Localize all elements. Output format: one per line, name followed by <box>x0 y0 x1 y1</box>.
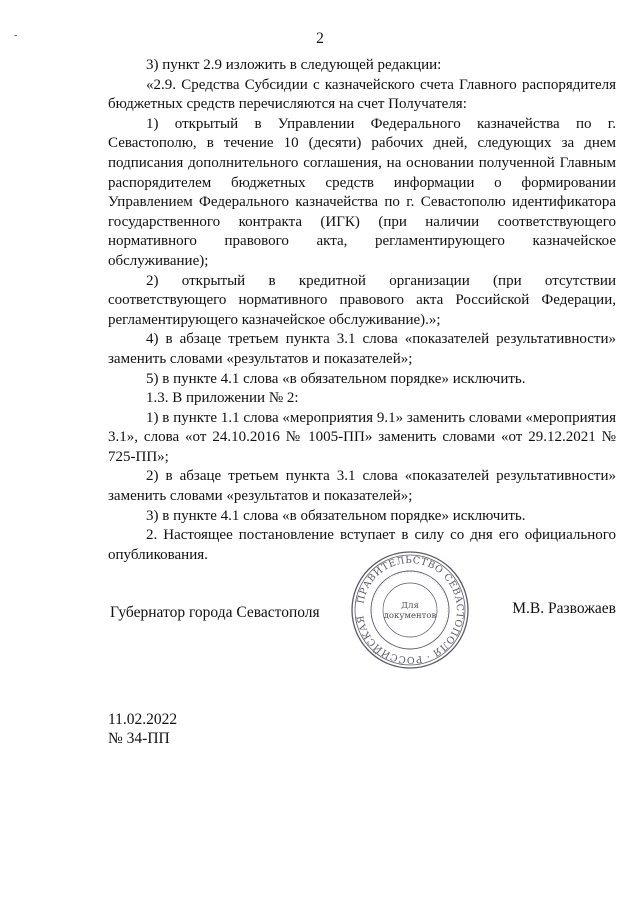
seal-center-line1: Для <box>401 601 419 611</box>
document-date: 11.02.2022 <box>108 711 178 728</box>
scan-mark: - <box>14 30 18 41</box>
paragraph: 2) открытый в кредитной организации (при отсутствии соответствующего нормативного правового акта Российской Федерации, регламентирующего казначейское обслуживание).»; <box>108 272 616 328</box>
paragraph: 4) в абзаце третьем пункта 3.1 слова «показателей результативности» заменить словами «результатов и показателей»; <box>108 331 616 367</box>
paragraph: 3) пункт 2.9 изложить в следующей редакции: <box>146 57 442 73</box>
paragraph: 1) в пункте 1.1 слова «мероприятия 9.1» заменить словами «мероприятия 3.1», слова «от 24.10.2016 № 1005-ПП» заменить словами «от 29.12.2021 № 725-ПП»; <box>108 409 616 465</box>
paragraph: 3) в пункте 4.1 слова «в обязательном порядке» исключить. <box>146 507 526 524</box>
signatory-name: М.В. Развожаев <box>512 600 616 617</box>
document-body <box>108 56 616 565</box>
paragraph: 5) в пункте 4.1 слова «в обязательном порядке» исключить. <box>146 370 526 387</box>
page-number: 2 <box>316 30 324 47</box>
paragraph: 2) в абзаце третьем пункта 3.1 слова «показателей результативности» заменить словами «результатов и показателей»; <box>108 468 616 505</box>
signatory-title: Губернатор города Севастополя <box>110 604 320 621</box>
document-registration <box>108 710 177 748</box>
paragraph: 1.3. В приложении № 2: <box>146 390 299 407</box>
seal-outer-text: ПРАВИТЕЛЬСТВО СЕВАСТОПОЛЯ · РОССИЙСКАЯ <box>355 554 466 666</box>
svg-text:· · · · · · · · · · · · · · ·: · · · · · · · · · · · · · · · · · · · · · · · · · · · · · · · · · · · · · · · · · · <box>369 569 451 630</box>
paragraph: 1) открытый в Управлении Федерального казначейства по г. Севастополю, в течение 10 (десяти) рабочих дней, следующих за днем подписания дополнительного соглашения, на основании полученной Главным распорядителем бюджетных средств информации о формировании Управлением Федерального казначейства по г. Севастополю идентификатора государственного контракта (ИГК) (при наличии соответствующего нормативного правового акта, регламентирующего казначейское обслуживание); <box>108 115 616 269</box>
document-number: № 34-ПП <box>108 730 170 747</box>
paragraph: «2.9. Средства Субсидии с казначейского счета Главного распорядителя бюджетных средств перечисляются на счет Получателя: <box>108 76 616 113</box>
seal-center-line2: документов <box>383 611 437 621</box>
signature-block <box>108 600 616 630</box>
paragraph: 2. Настоящее постановление вступает в силу со дня его официального опубликования. <box>108 527 616 563</box>
